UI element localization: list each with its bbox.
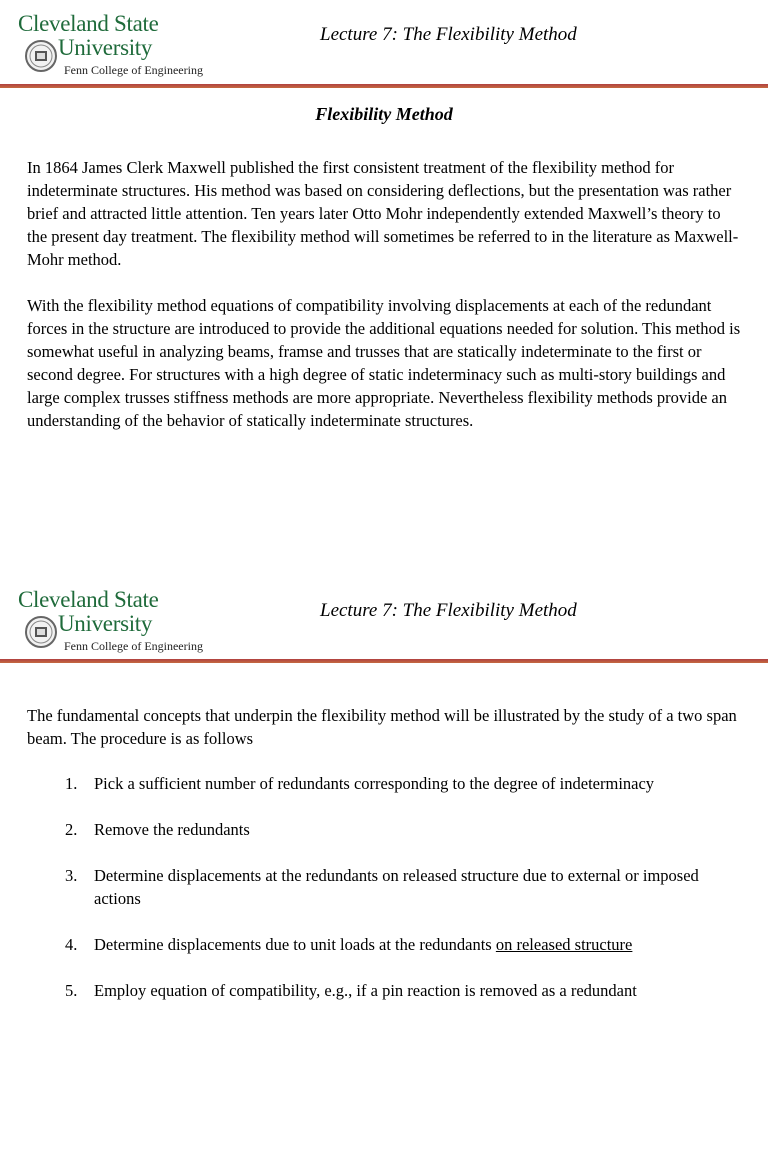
logo-line-2: University	[58, 611, 153, 636]
step-text: Determine displacements due to unit loads at the redundants	[94, 935, 496, 954]
list-item	[27, 772, 742, 795]
slide-2	[0, 576, 768, 1152]
list-item	[27, 864, 742, 910]
step-text: Remove the redundants	[94, 820, 250, 839]
lecture-title: Lecture 7: The Flexibility Method	[320, 24, 577, 45]
university-logo	[18, 588, 208, 656]
header-divider	[0, 84, 768, 88]
step-number: 5.	[65, 981, 78, 1000]
logo-college: Fenn College of Engineering	[64, 63, 203, 77]
logo-line-2: University	[58, 35, 153, 60]
university-logo	[18, 12, 208, 80]
logo-wordmark	[18, 11, 159, 60]
seal-icon	[25, 40, 57, 72]
step-number: 1.	[65, 774, 78, 793]
step-text-underlined: on released structure	[495, 935, 633, 954]
procedure-intro: The fundamental concepts that underpin the flexibility method will be illustrated by the study of a two span beam. The procedure is as follows	[27, 706, 737, 748]
logo-college: Fenn College of Engineering	[64, 639, 203, 653]
header-divider	[0, 659, 768, 663]
step-number: 2.	[65, 820, 78, 839]
lecture-title: Lecture 7: The Flexibility Method	[320, 600, 577, 621]
slide-heading: Flexibility Method	[315, 104, 453, 124]
seal-icon	[25, 616, 57, 648]
list-item	[27, 818, 742, 841]
logo-wordmark	[18, 587, 159, 636]
step-text: Employ equation of compatibility, e.g., if a pin reaction is removed as a redundant	[94, 981, 637, 1000]
step-text: Pick a sufficient number of redundants corresponding to the degree of indeterminacy	[94, 774, 655, 793]
list-item	[27, 933, 742, 956]
list-item	[27, 979, 742, 1002]
procedure-steps	[27, 772, 742, 1002]
step-number: 4.	[65, 935, 78, 954]
paragraph-method: With the flexibility method equations of compatibility involving displacements at each of the redundant forces in the structure are introduced to provide the additional equations needed for solution. This method is somewhat useful in analyzing beams, framse and trusses that are statically indeterminate to the first or second degree. For structures with a high degree of static indeterminacy such as multi-story buildings and large complex trusses stiffness methods are more appropriate. Nevertheless flexibility methods provide an understanding of the behavior of statically indeterminate structures.	[27, 296, 741, 430]
logo-line-1: Cleveland State	[18, 587, 159, 612]
logo-line-1: Cleveland State	[18, 11, 159, 36]
step-text: Determine displacements at the redundants on released structure due to external or imposed actions	[94, 866, 699, 908]
step-number: 3.	[65, 866, 78, 885]
paragraph-history: In 1864 James Clerk Maxwell published the first consistent treatment of the flexibility method for indeterminate structures. His method was based on considering deflections, but the presentation was rather brief and attracted little attention. Ten years later Otto Mohr independently extended Maxwell’s theory to the present day treatment. The flexibility method will sometimes be referred to in the literature as Maxwell-Mohr method.	[27, 158, 739, 269]
